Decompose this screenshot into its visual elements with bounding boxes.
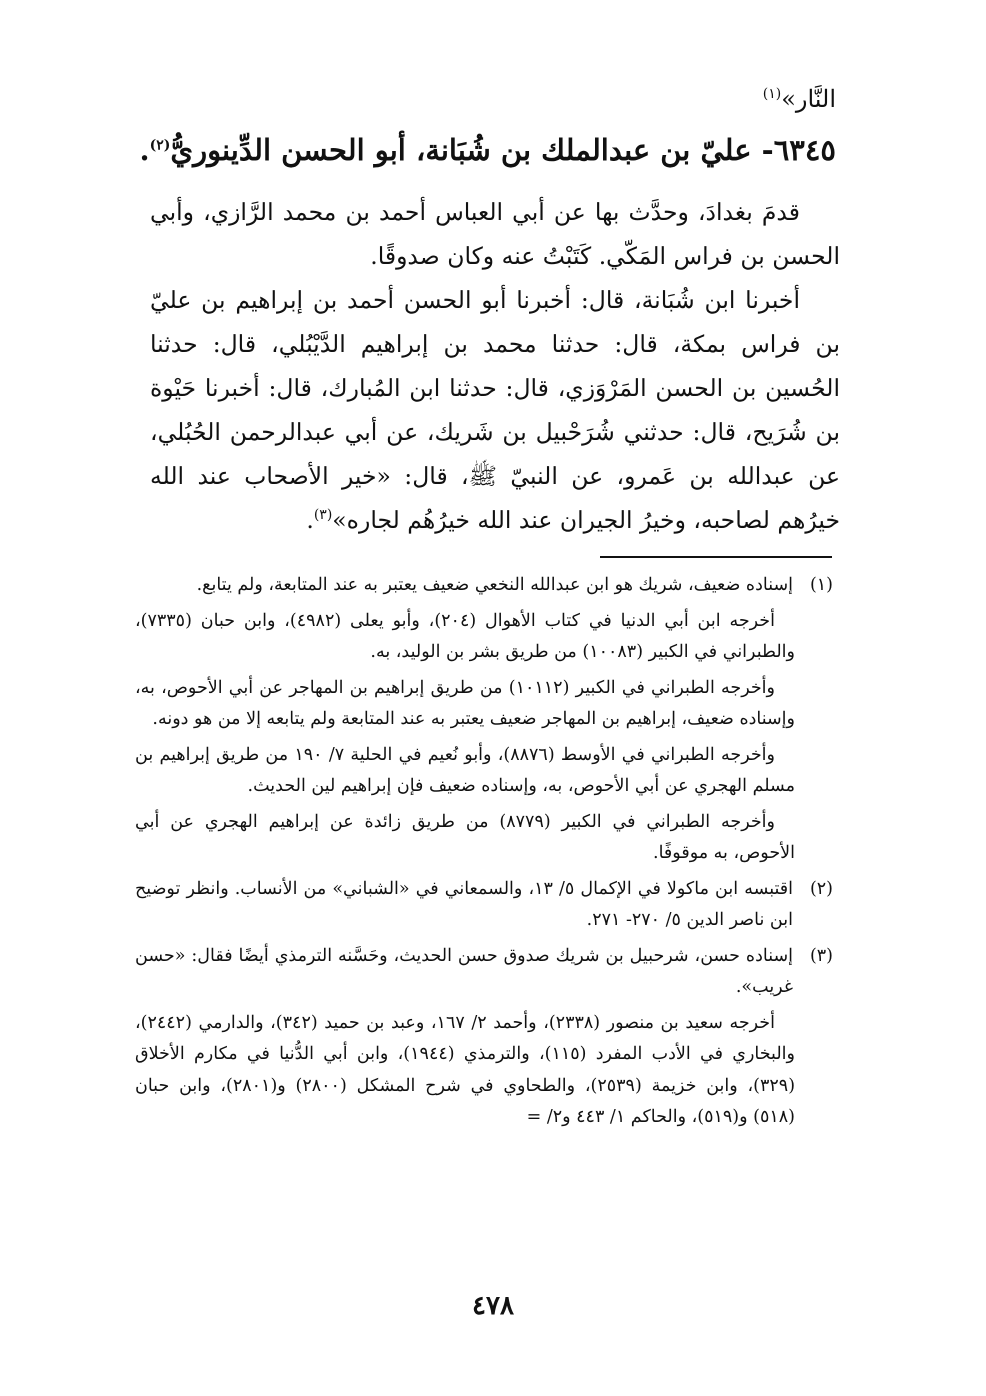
footnote-continuation: وأخرجه الطبراني في الأوسط (٨٨٧٦)، وأبو نُعيم في الحلية ٧/ ١٩٠ من طريق إبراهيم بن مسلم الهجري عن أبي الأحوص، به، وإسناده ضعيف فإن إبراهيم لين الحديث. (135, 744, 795, 796)
footnote-number: (٣) (809, 945, 833, 966)
footnote-text: إسناده حسن، شرحبيل بن شريك صدوق حسن الحديث، وحَسَّنه الترمذي أيضًا فقال: «حسن غريب». (135, 945, 793, 997)
heading-period: . (139, 133, 150, 167)
carryover-text (763, 82, 836, 116)
footnote-1 (135, 570, 835, 602)
footnote-ref-2: (٢) (149, 137, 171, 154)
footnote-ref-3: (٣) (313, 507, 333, 524)
carryover-quote-end: النَّار» (781, 85, 836, 113)
footnote-separator (600, 556, 832, 558)
entry-heading (139, 128, 836, 172)
footnote-continuation: أخرجه ابن أبي الدنيا في كتاب الأهوال (٢٠٤)، وأبو يعلى (٤٩٨٢)، وابن حبان (٧٣٣٥)، والطبراني في الكبير (١٠٠٨٣) من طريق بشر بن الوليد، به. (135, 610, 795, 662)
footnote-continuation: أخرجه سعيد بن منصور (٢٣٣٨)، وأحمد ٢/ ١٦٧، وعبد بن حميد (٣٤٢)، والدارمي (٢٤٤٢)، والبخاري في الأدب المفرد (١١٥)، والترمذي (١٩٤٤)، وابن أبي الدُّنيا في مكارم الأخلاق (٣٢٩)، وابن خزيمة (٢٥٣٩)، والطحاوي في شرح المشكل (٢٨٠٠) و(٢٨٠١)، وابن حبان (٥١٨) و(٥١٩)، والحاكم ١/ ٤٤٣ و٢/ = (135, 1012, 796, 1127)
footnote-text: إسناده ضعيف، شريك هو ابن عبدالله النخعي ضعيف يعتبر به عند المتابعة، ولم يتابع. (196, 575, 793, 595)
hadith-period: . (306, 506, 314, 534)
hadith-paragraph (150, 278, 840, 542)
footnote-2 (135, 874, 835, 937)
footnote-ref-1: (١) (762, 86, 782, 102)
page-number: ٤٧٨ (472, 1291, 514, 1321)
footnote-text: اقتبسه ابن ماكولا في الإكمال ٥/ ١٣، والسمعاني في «الشباني» من الأنساب. وانظر توضيح ابن ناصر الدين ٥/ ٢٧٠- ٢٧١. (135, 878, 793, 930)
footnote-number: (٢) (809, 878, 833, 899)
biography-text: قدمَ بغدادَ، وحدَّث بها عن أبي العباس أحمد بن محمد الرَّازي، وأبي الحسن بن فراس المَكّي. كَتَبْتُ عنه وكان صدوقًا. (150, 198, 840, 270)
footnotes-section (135, 570, 835, 1138)
footnote-continuation: وأخرجه الطبراني في الكبير (١٠١١٢) من طريق إبراهيم بن المهاجر عن أبي الأحوص، به، وإسناده ضعيف، إبراهيم بن المهاجر ضعيف يعتبر به عند المتابعة ولم يتابعه إلا من هو دونه. (135, 677, 795, 729)
entry-heading-text: ٦٣٤٥- عليّ بن عبدالملك بن شُبَانة، أبو الحسن الدِّينوريُّ (170, 133, 836, 167)
hadith-text: أخبرنا ابن شُبَانة، قال: أخبرنا أبو الحسن أحمد بن إبراهيم بن عليّ بن فراس بمكة، قال: حدثنا محمد بن إبراهيم الدَّيْبُلي، قال: حدثنا الحُسين بن الحسن المَرْوَزي، قال: حدثنا ابن المُبارك، قال: أخبرنا حَيْوة بن شُرَيح، قال: حدثني شُرَحْبيل بن شَريك، عن أبي عبدالرحمن الحُبُلي، عن عبدالله بن عَمرو، عن النبيّ ﷺ، قال: «خير الأصحاب عند الله خيرُهم لصاحبه، وخيرُ الجيران عند الله خيرُهُم لجاره» (150, 286, 840, 534)
biography-paragraph (150, 190, 840, 278)
footnote-number: (١) (809, 575, 833, 595)
footnote-continuation: وأخرجه الطبراني في الكبير (٨٧٧٩) من طريق زائدة عن إبراهيم الهجري عن أبي الأحوص، به موقوفًا. (135, 811, 795, 863)
footnote-3 (135, 941, 835, 1004)
